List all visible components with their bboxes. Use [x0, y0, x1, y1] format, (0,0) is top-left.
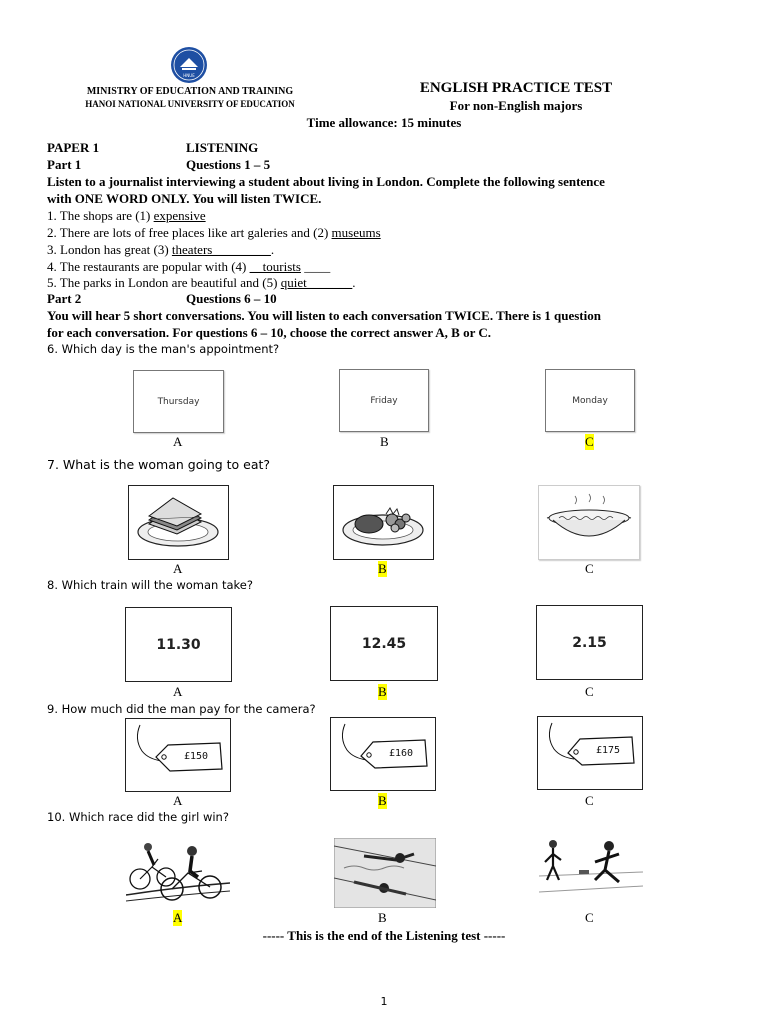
running-race-icon	[539, 836, 643, 906]
q9-option-a-card: £150	[125, 718, 231, 792]
university-name: HANOI NATIONAL UNIVERSITY OF EDUCATION	[85, 99, 295, 109]
swimming-race-icon	[334, 838, 436, 908]
university-logo	[170, 46, 208, 84]
q9-option-b-card: £160	[330, 717, 436, 791]
q6-option-b-card: Friday	[339, 369, 429, 432]
meat-and-vegetables-icon	[334, 486, 433, 559]
q7-option-a-card	[128, 485, 229, 560]
q6-option-c-card: Monday	[545, 369, 635, 432]
answer-4: __tourists	[249, 259, 301, 274]
part1-instruction: Listen to a journalist interviewing a student about living in London. Complete the following sentence	[47, 174, 605, 189]
q10-letter-a: A	[173, 910, 183, 925]
sandwich-icon	[129, 486, 228, 559]
part2-label: Part 2 Questions 6 – 10	[47, 291, 277, 306]
q8-letter-c: C	[585, 684, 594, 699]
test-subtitle: For non-English majors	[449, 98, 583, 113]
q9-letter-c: C	[585, 793, 594, 808]
test-title: ENGLISH PRACTICE TEST	[419, 80, 613, 96]
sentence-4: 4. The restaurants are popular with (4) __tourists ____	[47, 259, 331, 274]
q9-letter-a: A	[173, 793, 183, 808]
q10-option-c-image	[539, 836, 643, 906]
sentence-5: 5. The parks in London are beautiful and (5) quiet_______.	[47, 275, 356, 290]
q6-option-a-card: Thursday	[133, 370, 224, 433]
q10-letter-b: B	[378, 910, 387, 925]
q9-letter-b: B	[378, 793, 387, 808]
time-allowance: Time allowance: 15 minutes	[306, 115, 462, 130]
q7-letter-c: C	[585, 561, 594, 576]
q6-letter-b: B	[380, 434, 389, 449]
part2-instruction-2: for each conversation. For questions 6 – 10, choose the correct answer A, B or C.	[47, 325, 491, 340]
answer-2: museums	[331, 225, 381, 240]
q7-letter-a: A	[173, 561, 183, 576]
question-8: 8. Which train will the woman take?	[47, 578, 253, 592]
q7-option-b-card	[333, 485, 434, 560]
q10-option-b-image	[334, 838, 436, 908]
q8-letter-a: A	[173, 684, 183, 699]
sentence-3: 3. London has great (3) theaters_________.	[47, 242, 275, 257]
q7-option-c-card	[538, 485, 640, 560]
answer-1: expensive	[153, 208, 206, 223]
question-6: 6. Which day is the man's appointment?	[47, 342, 280, 356]
part1-label: Part 1 Questions 1 – 5	[47, 157, 271, 172]
answer-5: quiet_______	[280, 275, 353, 290]
svg-text:HNUE: HNUE	[183, 73, 195, 78]
sentence-2: 2. There are lots of free places like art galeries and (2) museums	[47, 225, 381, 240]
q6-letter-a: A	[173, 434, 183, 449]
question-9: 9. How much did the man pay for the camera?	[47, 702, 316, 716]
soup-bowl-icon	[539, 486, 639, 559]
q9-option-c-card: £175	[537, 716, 643, 790]
question-10: 10. Which race did the girl win?	[47, 810, 229, 824]
part1-instruction-2: with ONE WORD ONLY. You will listen TWICE.	[47, 191, 322, 206]
q8-option-b-card: 12.45	[330, 606, 438, 681]
q8-letter-b: B	[378, 684, 387, 699]
q10-option-a-image	[126, 837, 230, 907]
end-of-test-text: ----- This is the end of the Listening test -----	[262, 928, 506, 943]
paper-label: PAPER 1 LISTENING	[47, 140, 259, 155]
answer-3: theaters_________	[171, 242, 271, 257]
part2-instruction: You will hear 5 short conversations. You will listen to each conversation TWICE. There is 1 question	[47, 308, 601, 323]
page-number: 1	[380, 995, 388, 1008]
cycling-race-icon	[126, 837, 230, 907]
ministry-name: MINISTRY OF EDUCATION AND TRAINING	[86, 86, 294, 97]
q8-option-a-card: 11.30	[125, 607, 232, 682]
q6-letter-c: C	[585, 434, 594, 449]
sentence-1: 1. The shops are (1) expensive	[47, 208, 206, 223]
q7-letter-b: B	[378, 561, 387, 576]
question-7: 7. What is the woman going to eat?	[47, 457, 271, 472]
q10-letter-c: C	[585, 910, 594, 925]
q8-option-c-card: 2.15	[536, 605, 643, 680]
